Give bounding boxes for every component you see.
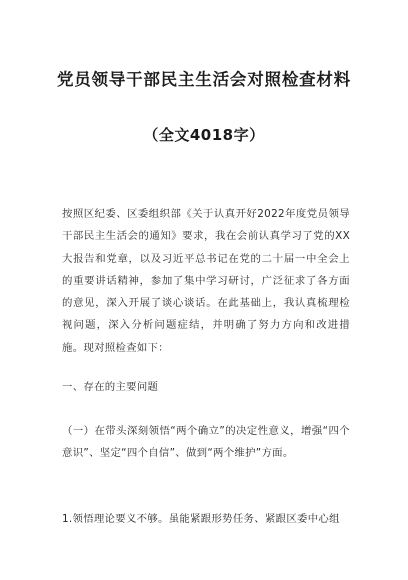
section-heading: 一、存在的主要问题: [62, 381, 159, 393]
document-word-count: （全文4018字）: [143, 126, 265, 144]
intro-paragraph: 按照区纪委、区委组织部《关于认真开好2022年度党员领导干部民主生活会的通知》要求，我在会前认真学习了党的XX大报告和党章，以及习近平总书记在党的二十届一中全会上的重要讲话精神，参加了集中学习研讨，广泛征求了各方面的意见，深入开展了谈心谈话。在此基础上，我认真梳理检视问题，深入分析问题症结，并明确了努力方向和改进措施。现对照检查如下：: [62, 208, 350, 354]
document-title: 党员领导干部民主生活会对照检查材料: [56, 70, 352, 89]
subsection-paragraph: （一）在带头深刻领悟“两个确立”的决定性意义，增强“四个意识”、坚定“四个自信”、做到“两个维护”方面。: [62, 425, 350, 460]
point-paragraph: 1.领悟理论要义不够。虽能紧跟形势任务、紧跟区委中心组: [62, 513, 340, 525]
